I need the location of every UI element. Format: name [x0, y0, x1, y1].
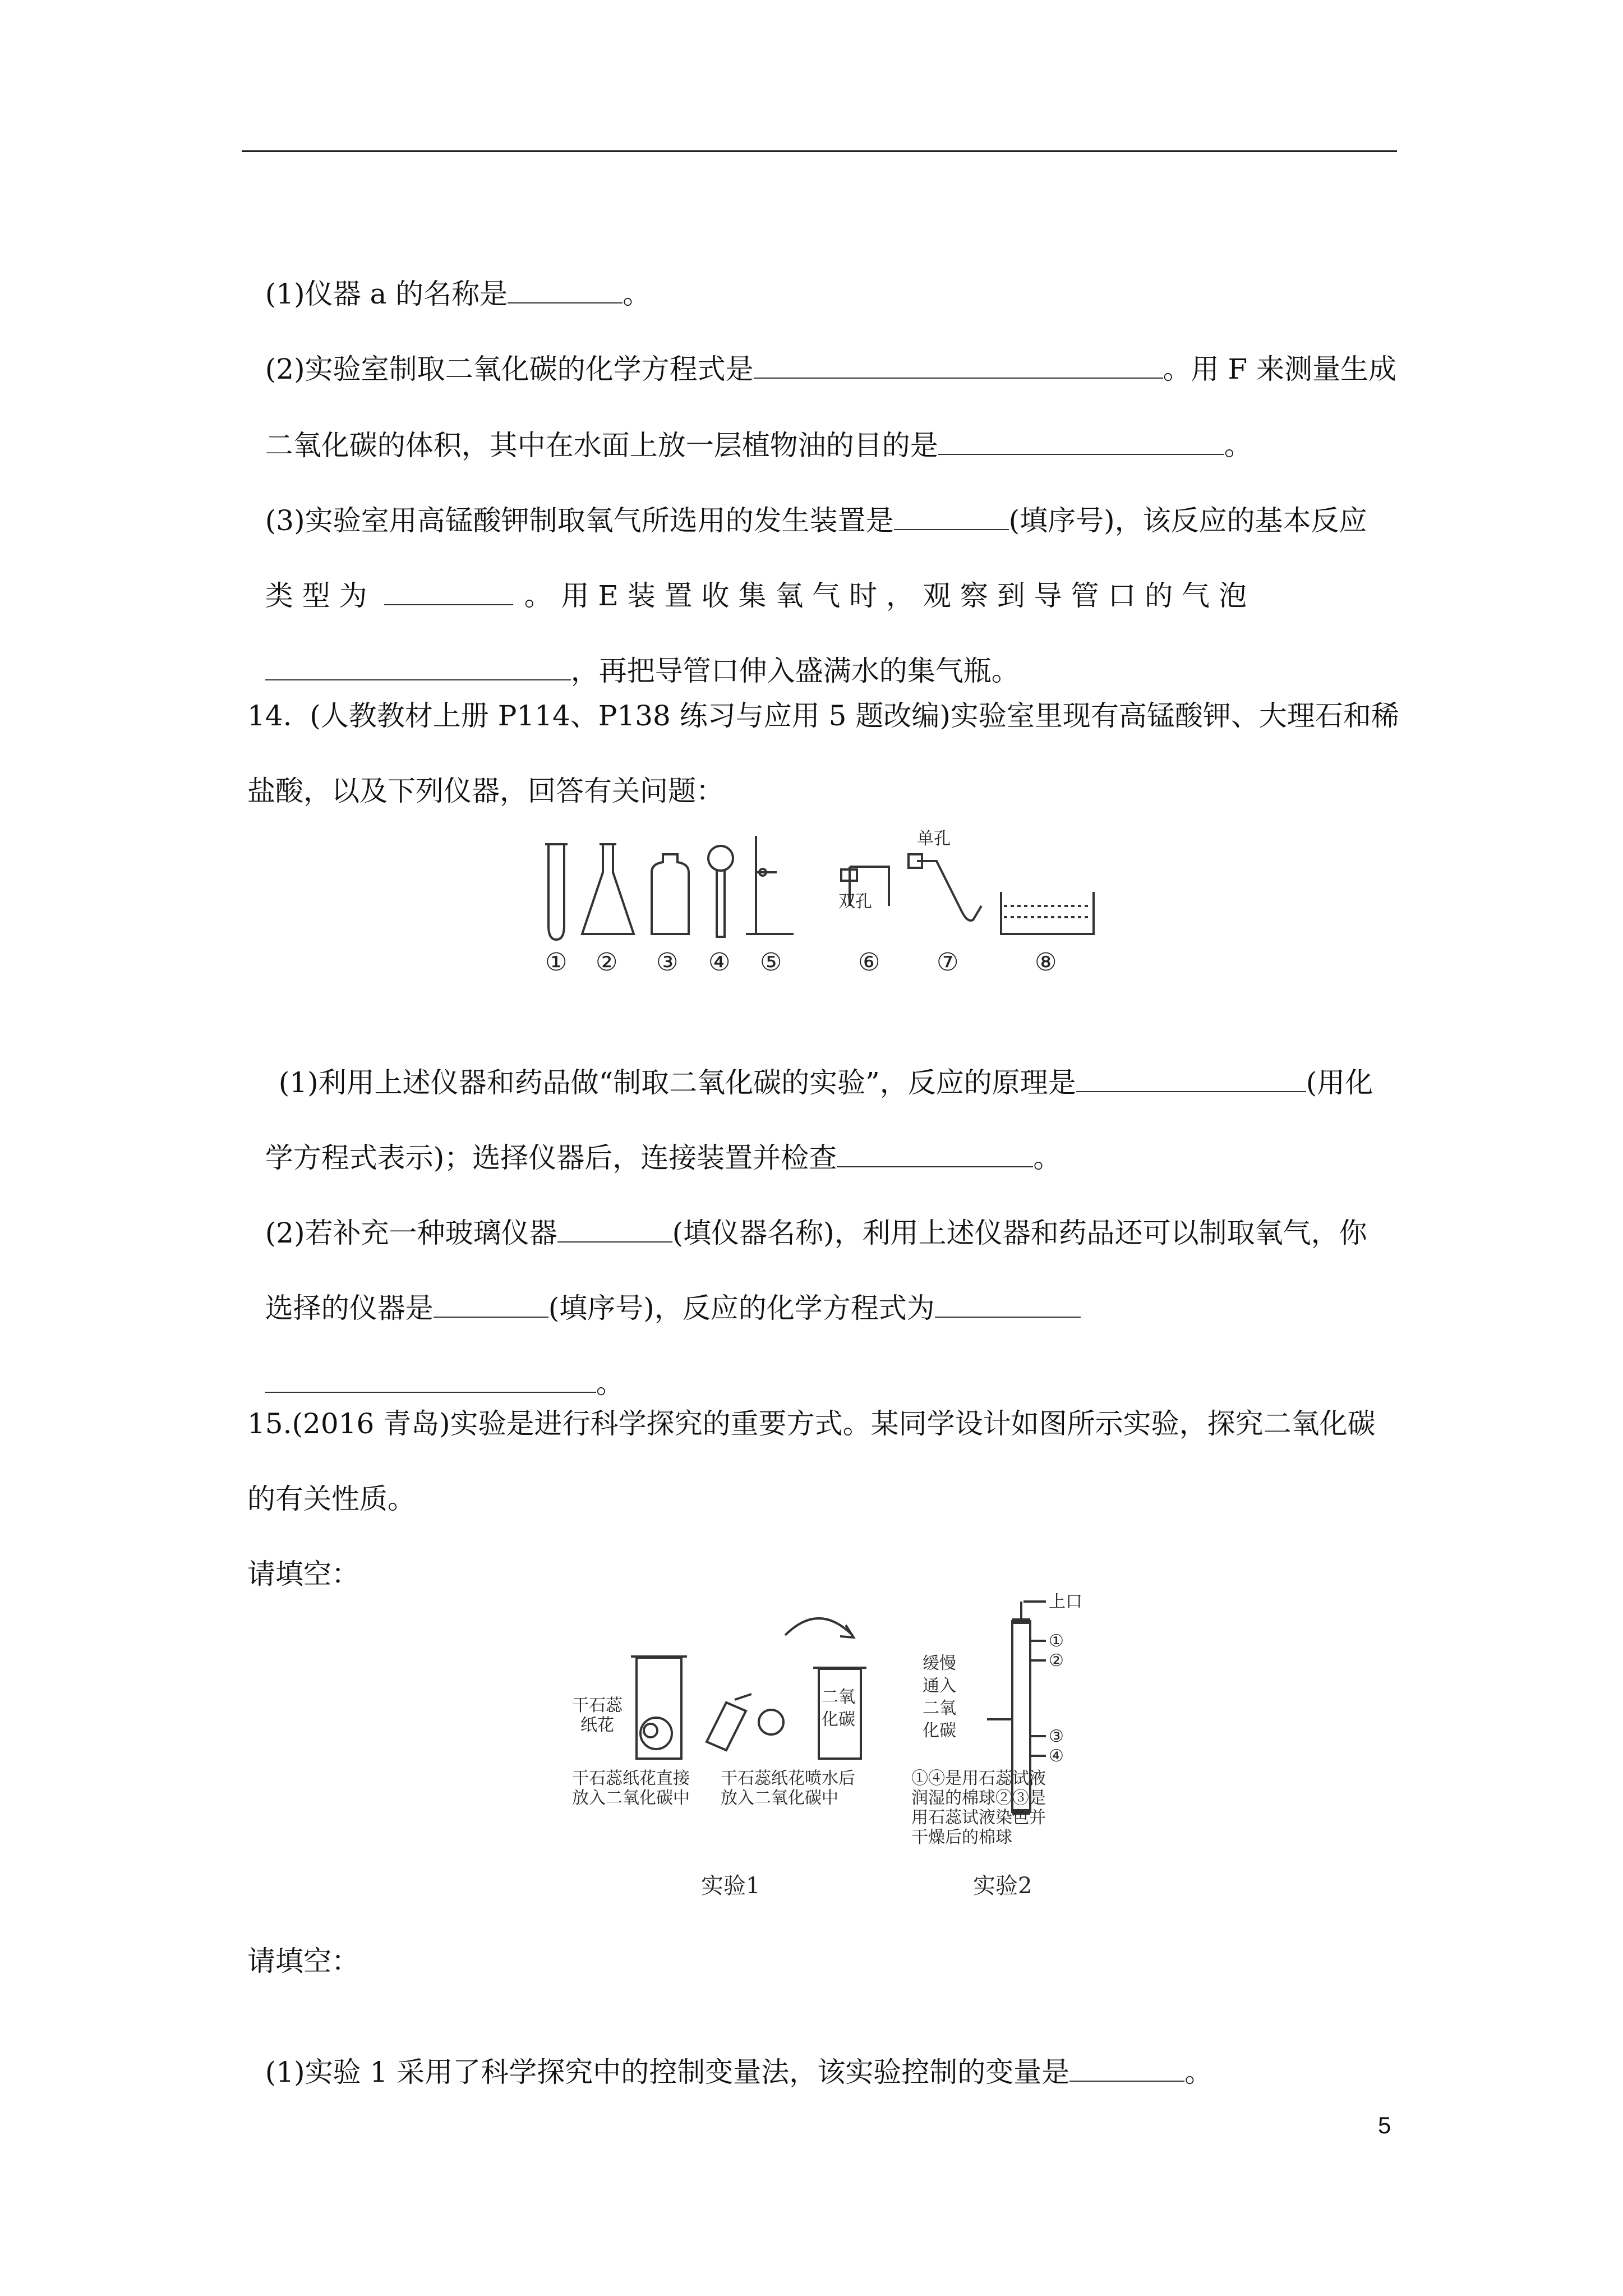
- q14-part2-end: (填仪器名称)，利用上述仪器和药品还可以制取氧气，你: [672, 1217, 1367, 1249]
- figure-label: ⑦: [937, 948, 959, 977]
- answer-blank[interactable]: [1076, 1065, 1306, 1092]
- answer-blank[interactable]: [1069, 2055, 1184, 2082]
- flower-label: 干石蕊: [572, 1696, 623, 1715]
- q14-part1-end: (用化: [1306, 1066, 1373, 1099]
- figure-label: ③: [656, 948, 679, 977]
- q14-part1-text: (1)利用上述仪器和药品做“制取二氧化碳的实验”，反应的原理是: [278, 1066, 1076, 1099]
- figure-label: ⑥: [858, 948, 880, 977]
- note-line: 润湿的棉球②③是: [911, 1788, 1046, 1808]
- header-rule: [242, 150, 1397, 152]
- q14-part2-end3: 。: [596, 1367, 624, 1400]
- answer-blank[interactable]: [938, 428, 1224, 455]
- answer-blank[interactable]: [894, 503, 1009, 530]
- cotton-mark: ④: [1049, 1746, 1064, 1766]
- q14-part2-text: (2)若补充一种玻璃仪器: [265, 1217, 557, 1249]
- q13-part1-text: (1)仪器 a 的名称是: [265, 278, 508, 310]
- caption: 干石蕊纸花喷水后: [721, 1769, 855, 1788]
- answer-blank[interactable]: [754, 352, 1163, 379]
- figure-label: ①: [545, 948, 568, 977]
- q15-fill-prompt: 请填空：: [247, 1558, 359, 1590]
- answer-blank[interactable]: [557, 1216, 672, 1243]
- conical-flask-icon: [582, 844, 634, 934]
- jar-label: 二氧: [822, 1687, 855, 1707]
- cotton-mark: ③: [1049, 1727, 1064, 1746]
- flower-label: 纸花: [580, 1715, 614, 1735]
- q14-part2-line2: [247, 1254, 1081, 1326]
- q14-part2-mid: (填序号)，反应的化学方程式为: [548, 1292, 935, 1324]
- q13-part3-line2: [247, 542, 1247, 614]
- side-label: 二氧: [923, 1699, 956, 1718]
- q14-apparatus-figure: [522, 822, 1116, 979]
- answer-blank[interactable]: [837, 1140, 1033, 1167]
- arrow-icon: [785, 1618, 852, 1635]
- cotton-mark: ②: [1049, 1651, 1064, 1671]
- figure-label: ④: [708, 948, 731, 977]
- q15-part1-text: (1)实验 1 采用了科学探究中的控制变量法，该实验控制的变量是: [265, 2056, 1070, 2088]
- q14-part1-text2: 学方程式表示)；选择仪器后，连接装置并检查: [265, 1142, 837, 1174]
- q14-part1-end2: 。: [1033, 1142, 1062, 1174]
- q14-part2-text2: 选择的仪器是: [265, 1292, 434, 1324]
- caption: 干石蕊纸花直接: [572, 1769, 690, 1788]
- single-hole-stopper-icon: [917, 861, 981, 921]
- caption: 放入二氧化碳中: [721, 1788, 838, 1808]
- spray-bottle-icon: [707, 1703, 746, 1750]
- gas-jar-icon: [652, 854, 689, 934]
- q15-stem-line2: 的有关性质。: [247, 1483, 416, 1515]
- figure-label: ⑤: [760, 948, 782, 977]
- double-hole-label: 双孔: [838, 892, 872, 912]
- q14-part1-line2: [247, 1104, 1061, 1176]
- q13-part2-end2: 。: [1224, 429, 1252, 462]
- page-number: 5: [1378, 2112, 1391, 2138]
- q14-part2-line1: [247, 1179, 1367, 1251]
- q13-part3-end: (填序号)，该反应的基本反应: [1008, 504, 1367, 537]
- q15-part1: [247, 2018, 1212, 2090]
- q14-stem-line1: 14. (人教教材上册 P114、P138 练习与应用 5 题改编)实验室里现有高锰酸钾、大理石和稀: [247, 700, 1399, 732]
- q13-part2-text2: 二氧化碳的体积，其中在水面上放一层植物油的目的是: [265, 429, 938, 462]
- q13-part3-line1: [247, 467, 1367, 539]
- q13-part1: [247, 240, 651, 312]
- jar-label: 化碳: [822, 1710, 855, 1729]
- q15-stem-line1: 15.(2016 青岛)实验是进行科学探究的重要方式。某同学设计如图所示实验，探究二氧化碳: [247, 1407, 1376, 1440]
- q13-part3-text: (3)实验室用高锰酸钾制取氧气所选用的发生装置是: [265, 504, 894, 537]
- side-label: 化碳: [923, 1721, 956, 1741]
- answer-blank[interactable]: [508, 277, 623, 303]
- experiment2-title: 实验2: [973, 1873, 1032, 1899]
- test-tube-icon: [548, 844, 564, 940]
- q13-part2-line1: [247, 315, 1396, 387]
- tube-top-label: 上口: [1049, 1592, 1082, 1612]
- q14-part2-line3: [247, 1329, 624, 1401]
- q13-part3-line3: [247, 617, 1020, 689]
- answer-blank[interactable]: [935, 1291, 1081, 1318]
- q15-part1-end: 。: [1184, 2056, 1213, 2088]
- q15-fill-prompt2: 请填空：: [247, 1945, 359, 1977]
- iron-stand-icon: [746, 836, 794, 934]
- q13-part3-text2: 类 型 为: [265, 579, 367, 612]
- answer-blank[interactable]: [434, 1291, 548, 1318]
- answer-blank[interactable]: [265, 654, 571, 680]
- q13-part1-end: 。: [623, 278, 651, 310]
- q13-part3-end3: ，再把导管口伸入盛满水的集气瓶。: [570, 655, 1020, 687]
- figure-label: ⑧: [1035, 948, 1057, 977]
- answer-blank[interactable]: [384, 578, 513, 605]
- water-trough-icon: [1001, 892, 1094, 934]
- q13-part3-end2: 。 用 E 装 置 收 集 氧 气 时 ， 观 察 到 导 管 口 的 气 泡: [524, 579, 1247, 612]
- experiment1-title: 实验1: [701, 1873, 760, 1899]
- funnel-icon: [708, 846, 733, 871]
- q13-part2-line2: [247, 392, 1252, 463]
- q15-experiment-figure: [538, 1590, 1099, 1904]
- note-line: 用石蕊试液染色并: [911, 1808, 1046, 1828]
- note-line: ①④是用石蕊试液: [911, 1769, 1046, 1788]
- q14-stem-line2: 盐酸，以及下列仪器，回答有关问题：: [247, 775, 724, 807]
- cotton-mark: ①: [1049, 1631, 1064, 1651]
- caption: 放入二氧化碳中: [572, 1788, 690, 1808]
- single-hole-label: 单孔: [917, 829, 951, 849]
- q14-part1-line1: [261, 1029, 1373, 1101]
- note-line: 干燥后的棉球: [911, 1828, 1012, 1847]
- answer-blank[interactable]: [265, 1366, 596, 1393]
- side-label: 缓慢: [923, 1654, 956, 1673]
- q13-part2-end: 。用 F 来测量生成: [1163, 353, 1397, 385]
- figure-label: ②: [596, 948, 618, 977]
- q13-part2-text: (2)实验室制取二氧化碳的化学方程式是: [265, 353, 754, 385]
- side-label: 通入: [923, 1676, 956, 1696]
